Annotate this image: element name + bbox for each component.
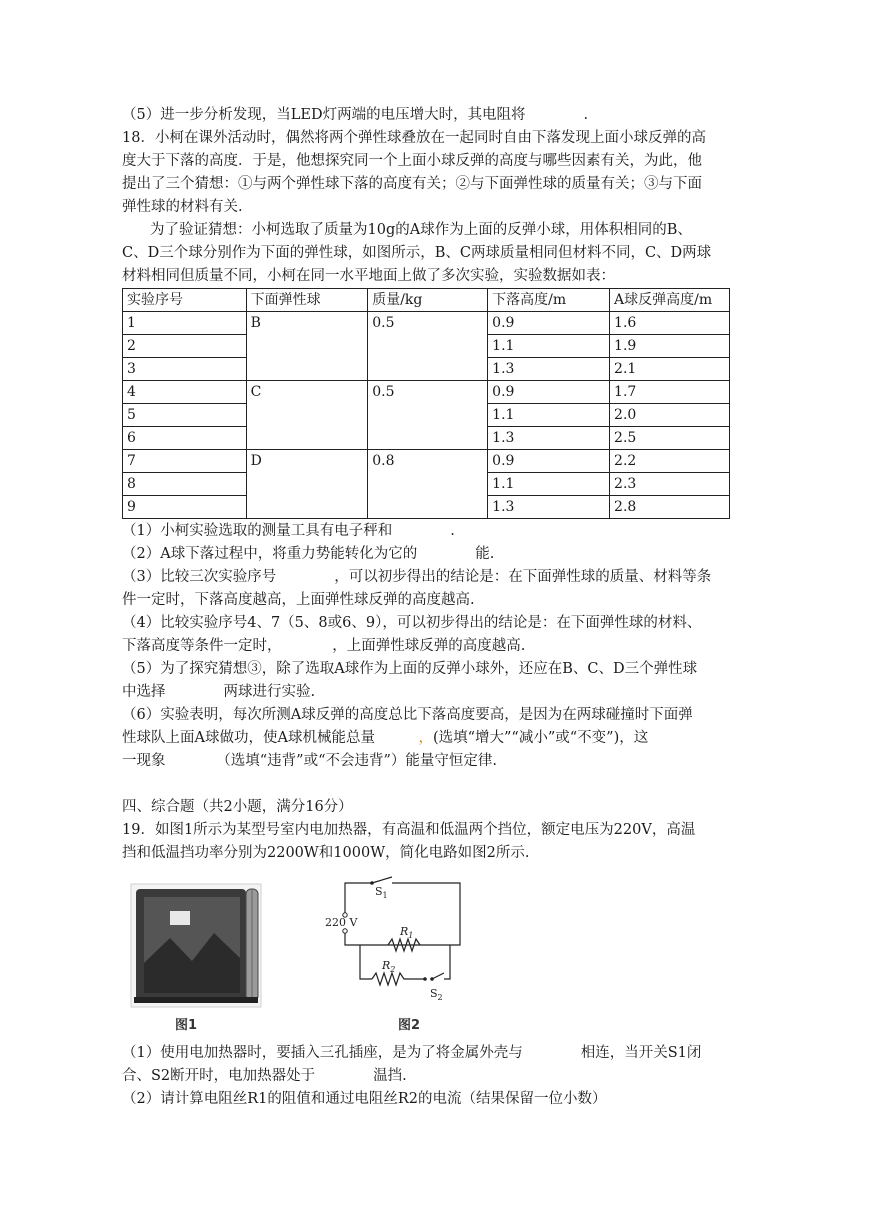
cell-trial-number: 4 [123, 381, 247, 404]
header-drop-height: 下落高度/m [488, 289, 610, 312]
q18-sub4-line1: （4）比较实验序号4、7（5、8或6、9），可以初步得出的结论是：在下面弹性球的材料、 [122, 615, 702, 631]
voltage-label: 220 V [325, 916, 358, 929]
cell-lower-ball: D [246, 450, 368, 519]
q19-intro-line1: 19．如图1所示为某型号室内电加热器，有高温和低温两个挡位，额定电压为220V，高温 [122, 822, 696, 838]
q18-para-line2: C、D三个球分别作为下面的弹性球，如图所示，B、C两球质量相同但材料不同，C、D两球 [122, 245, 712, 261]
figure2-caption: 图2 [398, 1018, 421, 1033]
cell-drop-height: 0.9 [488, 381, 610, 404]
table-row [123, 450, 730, 473]
table-row [123, 312, 730, 335]
cell-rebound-height: 2.1 [610, 358, 730, 381]
cell-drop-height: 1.1 [488, 335, 610, 358]
q18-intro-line4: 弹性球的材料有关. [122, 199, 243, 215]
cell-drop-height: 1.1 [488, 404, 610, 427]
cell-mass: 0.5 [368, 381, 488, 450]
cell-mass: 0.5 [368, 312, 488, 381]
table-row [123, 381, 730, 404]
switch-s2-label: $S_2$ [430, 987, 443, 1002]
cell-rebound-height: 1.6 [610, 312, 730, 335]
cell-rebound-height: 1.7 [610, 381, 730, 404]
cell-mass: 0.8 [368, 450, 488, 519]
cell-trial-number: 1 [123, 312, 247, 335]
cell-drop-height: 1.1 [488, 473, 610, 496]
figure1-caption: 图1 [175, 1018, 198, 1033]
resistor-r1-label: $R_1$ [400, 925, 414, 940]
q18-intro-line2: 度大于下落的高度．于是，他想探究同一个上面小球反弹的高度与哪些因素有关，为此，他 [122, 153, 702, 169]
table-header-row [123, 289, 730, 312]
orange-comma-mark: ， [418, 730, 433, 746]
header-lower-ball: 下面弹性球 [246, 289, 368, 312]
cell-drop-height: 0.9 [488, 450, 610, 473]
q18-para-line1: 为了验证猜想：小柯选取了质量为10g的A球作为上面的反弹小球，用体积相同的B、 [150, 222, 692, 238]
cell-trial-number: 9 [123, 496, 247, 519]
cell-rebound-height: 2.3 [610, 473, 730, 496]
cell-lower-ball: B [246, 312, 368, 381]
cell-rebound-height: 2.0 [610, 404, 730, 427]
cell-trial-number: 5 [123, 404, 247, 427]
resistor-r2-label: $R_2$ [382, 959, 396, 974]
q18-sub6-text-b: (选填“增大”“减小”或“不变”)，这 [432, 730, 649, 746]
experiment-data-table [122, 288, 730, 519]
cell-trial-number: 2 [123, 335, 247, 358]
q18-sub5-line2: 中选择 两球进行实验. [122, 684, 316, 700]
switch-s1-label: $S_1$ [375, 885, 388, 900]
cell-trial-number: 3 [123, 358, 247, 381]
cell-drop-height: 1.3 [488, 358, 610, 381]
cell-drop-height: 0.9 [488, 312, 610, 335]
cell-rebound-height: 2.2 [610, 450, 730, 473]
q18-intro-line1: 18．小柯在课外活动时，偶然将两个弹性球叠放在一起同时自由下落发现上面小球反弹的高 [122, 130, 706, 146]
cell-rebound-height: 2.5 [610, 427, 730, 450]
section4-heading: 四、综合题（共2小题，满分16分） [122, 799, 353, 815]
q18-sub6-line1: （6）实验表明，每次所测A球反弹的高度总比下落高度要高，是因为在两球碰撞时下面弹 [122, 707, 693, 723]
header-mass: 质量/kg [368, 289, 488, 312]
q18-sub5-line1: （5）为了探究猜想③，除了选取A球作为上面的反弹小球外，还应在B、C、D三个弹性球 [122, 661, 698, 677]
q18-sub6-line2 [122, 727, 742, 749]
cell-rebound-height: 2.8 [610, 496, 730, 519]
q19-sub2: （2）请计算电阻丝R1的阻值和通过电阻丝R2的电流（结果保留一位小数） [122, 1091, 607, 1107]
q18-intro-line3: 提出了三个猜想：①与两个弹性球下落的高度有关；②与下面弹性球的质量有关；③与下面 [122, 176, 702, 192]
cell-rebound-height: 1.9 [610, 335, 730, 358]
q18-sub3-line2: 件一定时，下落高度越高，上面弹性球反弹的高度越高. [122, 592, 475, 608]
q19-intro-line2: 挡和低温挡功率分别为2200W和1000W，简化电路如图2所示. [122, 845, 530, 861]
header-trial-number: 实验序号 [123, 289, 247, 312]
q18-sub2: （2）A球下落过程中，将重力势能转化为它的 能. [122, 546, 495, 562]
cell-lower-ball: C [246, 381, 368, 450]
q18-sub1: （1）小柯实验选取的测量工具有电子秤和 . [122, 523, 455, 539]
cell-drop-height: 1.3 [488, 427, 610, 450]
header-rebound-height: A球反弹高度/m [610, 289, 730, 312]
cell-trial-number: 6 [123, 427, 247, 450]
circuit-diagram-figure [320, 873, 470, 1008]
q19-sub1-line2: 合、S2断开时，电加热器处于 温挡. [122, 1068, 407, 1084]
heater-photo-figure [130, 883, 262, 1008]
cell-trial-number: 8 [123, 473, 247, 496]
q18-sub4-line2: 下落高度等条件一定时， ，上面弹性球反弹的高度越高. [122, 638, 526, 654]
q19-sub1-line1: （1）使用电加热器时，要插入三孔插座，是为了将金属外壳与 相连，当开关S1闭 [122, 1045, 702, 1061]
q18-sub6-text-a: 性球队上面A球做功，使A球机械能总量 [122, 730, 419, 746]
cell-trial-number: 7 [123, 450, 247, 473]
q18-sub3-line1: （3）比较三次实验序号 ，可以初步得出的结论是：在下面弹性球的质量、材料等条 [122, 569, 712, 585]
cell-drop-height: 1.3 [488, 496, 610, 519]
q17-part5: （5）进一步分析发现，当LED灯两端的电压增大时，其电阻将 . [122, 107, 589, 123]
q18-sub6-line3: 一现象 （选填“违背”或“不会违背”）能量守恒定律. [122, 753, 498, 769]
q18-para-line3: 材料相同但质量不同，小柯在同一水平地面上做了多次实验，实验数据如表： [122, 268, 615, 284]
